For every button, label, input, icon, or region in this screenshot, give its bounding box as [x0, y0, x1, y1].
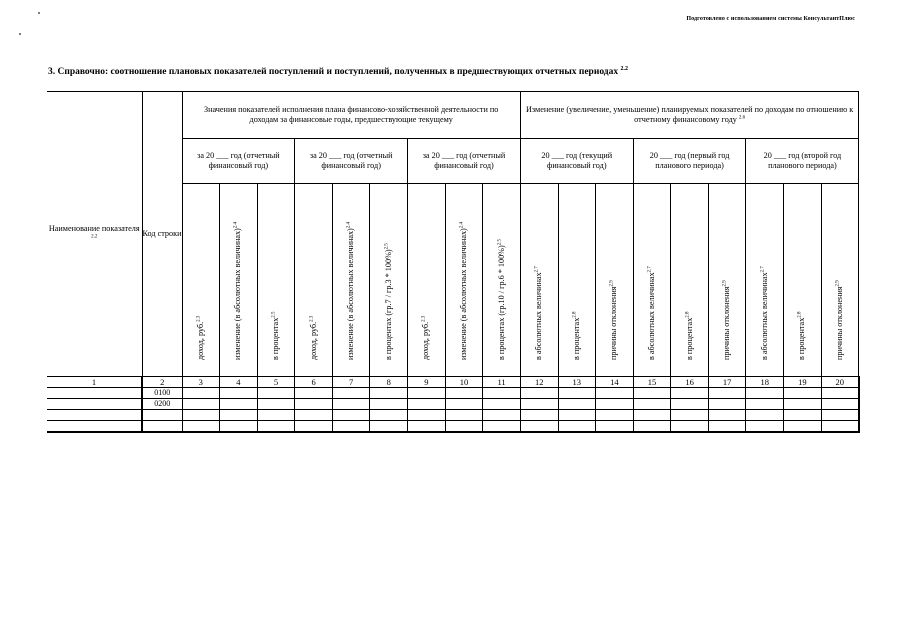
subcolumn-header-10 [445, 184, 483, 377]
subcolumn-sup: 2.5 [271, 311, 277, 318]
data-cell[interactable] [671, 388, 709, 399]
period-header-text: 20 ___ год (первый год планового периода) [649, 151, 730, 170]
subcolumn-header-7 [332, 184, 370, 377]
subcolumn-header-11 [483, 184, 521, 377]
data-cell[interactable] [558, 421, 596, 433]
subcolumn-label: в абсолютных величинах [759, 272, 769, 361]
data-cell[interactable] [257, 410, 295, 421]
data-cell[interactable] [558, 399, 596, 410]
data-cell[interactable] [295, 388, 333, 399]
column-number-10: 10 [445, 377, 483, 388]
data-cell[interactable] [520, 421, 558, 433]
subcolumn-header-text [271, 312, 281, 361]
column-number-9: 9 [408, 377, 446, 388]
data-cell[interactable] [596, 399, 634, 410]
subcolumn-header-16 [671, 184, 709, 377]
data-cell[interactable] [408, 399, 446, 410]
col-header-code [142, 92, 182, 377]
data-cell[interactable] [220, 421, 258, 433]
period-header-text: 20 ___ год (второй год планового периода) [763, 151, 842, 170]
period-header-text: 20 ___ год (текущий финансовый год) [541, 151, 613, 170]
header-row-groups [47, 92, 859, 139]
column-number-2: 2 [142, 377, 182, 388]
data-cell[interactable] [370, 388, 408, 399]
subcolumn-header-4 [220, 184, 258, 377]
data-cell[interactable] [332, 421, 370, 433]
group-header-exec-text: Значения показателей исполнения плана финансово-хозяйственной деятельности по доходам за финансовые годы, предшествующие текущему [204, 105, 499, 124]
column-number-4: 4 [220, 377, 258, 388]
data-cell[interactable] [332, 388, 370, 399]
data-cell[interactable] [596, 388, 634, 399]
data-cell[interactable] [520, 399, 558, 410]
data-cell[interactable] [746, 388, 784, 399]
subcolumn-label: в процентах [684, 317, 694, 361]
header-note: Подготовлено с использованием системы КонсультантПлюс [686, 16, 855, 22]
row-code-cell[interactable]: 0200 [142, 399, 182, 410]
data-cell[interactable] [220, 399, 258, 410]
data-cell[interactable] [671, 421, 709, 433]
column-number-1: 1 [47, 377, 142, 388]
subcolumn-label: в процентах [271, 317, 281, 361]
data-cell[interactable] [370, 410, 408, 421]
subcolumn-label: в абсолютных величинах [647, 272, 657, 361]
col-header-name-text: Наименование показателя [48, 224, 140, 234]
data-cell[interactable] [182, 399, 220, 410]
subcolumn-label: в абсолютных величинах [534, 272, 544, 361]
subcolumn-sup: 2.8 [684, 311, 690, 318]
column-number-3: 3 [182, 377, 220, 388]
col-header-name-sup: 2.2 [91, 234, 98, 240]
row-code-cell[interactable] [142, 421, 182, 433]
row-name-cell[interactable] [47, 421, 142, 433]
subcolumn-label: доход, руб. [195, 322, 205, 361]
column-number-6: 6 [295, 377, 333, 388]
data-cell[interactable] [408, 421, 446, 433]
data-cell[interactable] [295, 421, 333, 433]
subcolumn-header-8 [370, 184, 408, 377]
subcolumn-header-17 [708, 184, 746, 377]
data-cell[interactable] [708, 410, 746, 421]
subcolumn-label: в процентах (гр.10 / гр.6 * 100%) [496, 245, 506, 361]
subcolumn-header-text [609, 280, 619, 360]
subcolumn-sup: 2.8 [572, 311, 578, 318]
data-cell[interactable] [821, 421, 859, 433]
subcolumn-sup: 2.9 [722, 280, 728, 287]
data-cell[interactable] [295, 410, 333, 421]
subcolumn-sup: 2.3 [196, 315, 202, 323]
data-cell[interactable] [708, 421, 746, 433]
subcolumn-header-12 [520, 184, 558, 377]
column-number-5: 5 [257, 377, 295, 388]
period-header-text: за 20 ___ год (отчетный финансовый год) [422, 151, 506, 170]
subcolumn-label: изменение (в абсолютных величинах) [459, 228, 469, 361]
period-header-text: за 20 ___ год (отчетный финансовый год) [197, 151, 280, 170]
row-name-cell[interactable] [47, 399, 142, 410]
column-number-20: 20 [821, 377, 859, 388]
column-number-13: 13 [558, 377, 596, 388]
subcolumn-sup: 2.4 [459, 222, 465, 229]
data-cell[interactable] [633, 388, 671, 399]
data-cell[interactable] [746, 399, 784, 410]
column-number-11: 11 [483, 377, 521, 388]
column-number-7: 7 [332, 377, 370, 388]
subcolumn-label: в процентах (гр.7 / гр.3 * 100%) [383, 249, 393, 361]
data-cell[interactable] [633, 399, 671, 410]
group-header-change [520, 92, 858, 139]
subcolumn-header-text [346, 222, 356, 360]
subcolumn-header-text [459, 222, 469, 360]
subcolumn-header-text [722, 280, 732, 360]
subcolumn-header-text [685, 312, 695, 361]
data-cell[interactable] [708, 388, 746, 399]
data-cell[interactable] [370, 399, 408, 410]
subcolumn-sup: 2.3 [421, 315, 427, 323]
subcolumn-sup: 2.8 [797, 311, 803, 318]
column-number-18: 18 [746, 377, 784, 388]
period-header-4 [520, 139, 633, 184]
data-cell[interactable] [483, 421, 521, 433]
data-cell[interactable] [483, 410, 521, 421]
subcolumn-header-18 [746, 184, 784, 377]
data-cell[interactable] [596, 421, 634, 433]
data-cell[interactable] [671, 399, 709, 410]
data-cell[interactable] [821, 388, 859, 399]
table-row [47, 388, 859, 399]
subcolumn-label: изменение (в абсолютных величинах) [233, 228, 243, 361]
subcolumn-header-text [421, 316, 431, 360]
data-cell[interactable] [257, 388, 295, 399]
data-cell[interactable] [257, 399, 295, 410]
group-header-change-sup: 2.6 [738, 115, 746, 121]
subcolumn-header-20 [821, 184, 859, 377]
column-number-8: 8 [370, 377, 408, 388]
data-cell[interactable] [596, 410, 634, 421]
period-header-6 [746, 139, 859, 184]
subcolumn-sup: 2.7 [534, 266, 540, 273]
data-cell[interactable] [220, 410, 258, 421]
column-numbers-row [47, 377, 859, 388]
subcolumn-header-text [384, 243, 394, 360]
data-cell[interactable] [708, 399, 746, 410]
table-row [47, 399, 859, 410]
subcolumn-label: причины отклонения [609, 286, 619, 361]
data-cell[interactable] [633, 421, 671, 433]
subcolumn-header-text [233, 222, 243, 360]
scan-artifact [19, 33, 21, 35]
row-name-cell[interactable] [47, 410, 142, 421]
subcolumn-sup: 2.7 [647, 266, 653, 273]
income-ratio-table [47, 91, 860, 433]
group-header-exec [182, 92, 520, 139]
subcolumn-header-14 [596, 184, 634, 377]
subcolumn-header-3 [182, 184, 220, 377]
col-header-code-text: Код строки [142, 229, 182, 239]
subcolumn-label: в процентах [797, 317, 807, 361]
period-header-1 [182, 139, 295, 184]
subcolumn-header-5 [257, 184, 295, 377]
table-row [47, 421, 859, 433]
data-cell[interactable] [408, 410, 446, 421]
subcolumn-sup: 2.9 [835, 280, 841, 287]
subcolumn-header-text [534, 266, 544, 360]
subcolumn-header-13 [558, 184, 596, 377]
data-cell[interactable] [182, 388, 220, 399]
subcolumn-header-text [835, 280, 845, 360]
subcolumn-label: доход, руб. [421, 322, 431, 361]
row-code-cell[interactable] [142, 410, 182, 421]
data-cell[interactable] [633, 410, 671, 421]
subcolumn-sup: 2.4 [233, 222, 239, 229]
data-cell[interactable] [332, 399, 370, 410]
data-cell[interactable] [445, 388, 483, 399]
data-cell[interactable] [558, 388, 596, 399]
data-cell[interactable] [295, 399, 333, 410]
period-header-2 [295, 139, 408, 184]
column-number-14: 14 [596, 377, 634, 388]
scan-artifact [38, 12, 40, 14]
table-row [47, 410, 859, 421]
subcolumn-sup: 2.5 [384, 243, 390, 250]
data-cell[interactable] [784, 421, 822, 433]
period-header-5 [633, 139, 746, 184]
subcolumn-header-text [760, 266, 770, 360]
data-cell[interactable] [821, 410, 859, 421]
subcolumn-header-text [309, 316, 319, 360]
data-cell[interactable] [520, 388, 558, 399]
subcolumn-sup: 2.4 [346, 222, 352, 229]
data-cell[interactable] [182, 421, 220, 433]
data-cell[interactable] [746, 410, 784, 421]
data-cell[interactable] [408, 388, 446, 399]
data-cell[interactable] [220, 388, 258, 399]
row-name-cell[interactable] [47, 388, 142, 399]
data-cell[interactable] [483, 399, 521, 410]
data-cell[interactable] [821, 399, 859, 410]
data-cell[interactable] [445, 410, 483, 421]
subcolumn-sup: 2.3 [308, 315, 314, 323]
section-title [48, 66, 875, 77]
data-cell[interactable] [483, 388, 521, 399]
period-header-text: за 20 ___ год (отчетный финансовый год) [309, 151, 393, 170]
data-cell[interactable] [746, 421, 784, 433]
column-number-17: 17 [708, 377, 746, 388]
subcolumn-header-text [797, 312, 807, 361]
data-cell[interactable] [671, 410, 709, 421]
data-cell[interactable] [520, 410, 558, 421]
section-title-text: 3. Справочно: соотношение плановых показателей поступлений и поступлений, полученных в предшествующих отчетных периодах [48, 67, 619, 78]
subcolumn-label: доход, руб. [308, 322, 318, 361]
subcolumn-label: в процентах [571, 317, 581, 361]
subcolumn-label: причины отклонения [722, 286, 732, 361]
subcolumn-sup: 2.7 [760, 266, 766, 273]
subcolumn-header-text [196, 316, 206, 360]
subcolumn-label: причины отклонения [835, 286, 845, 361]
subcolumn-label: изменение (в абсолютных величинах) [346, 228, 356, 361]
period-header-3 [408, 139, 521, 184]
data-cell[interactable] [182, 410, 220, 421]
column-number-15: 15 [633, 377, 671, 388]
subcolumn-header-text [497, 239, 507, 360]
subcolumn-header-15 [633, 184, 671, 377]
data-cell[interactable] [445, 421, 483, 433]
row-code-cell[interactable]: 0100 [142, 388, 182, 399]
data-cell[interactable] [445, 399, 483, 410]
data-cell[interactable] [332, 410, 370, 421]
group-header-change-text: Изменение (увеличение, уменьшение) планируемых показателей по доходам по отношению к отчетному финансовому году [526, 105, 854, 124]
column-number-12: 12 [520, 377, 558, 388]
data-cell[interactable] [784, 399, 822, 410]
col-header-name [47, 92, 142, 377]
data-cell[interactable] [257, 421, 295, 433]
data-cell[interactable] [784, 388, 822, 399]
subcolumn-header-19 [784, 184, 822, 377]
subcolumn-header-text [572, 312, 582, 361]
data-cell[interactable] [370, 421, 408, 433]
section-title-sup: 2.2 [620, 66, 628, 72]
subcolumn-sup: 2.9 [609, 280, 615, 287]
column-number-16: 16 [671, 377, 709, 388]
data-cell[interactable] [558, 410, 596, 421]
subcolumn-sup: 2.5 [496, 239, 502, 246]
column-number-19: 19 [784, 377, 822, 388]
subcolumn-header-6 [295, 184, 333, 377]
subcolumn-header-text [647, 266, 657, 360]
subcolumn-header-9 [408, 184, 446, 377]
data-cell[interactable] [784, 410, 822, 421]
